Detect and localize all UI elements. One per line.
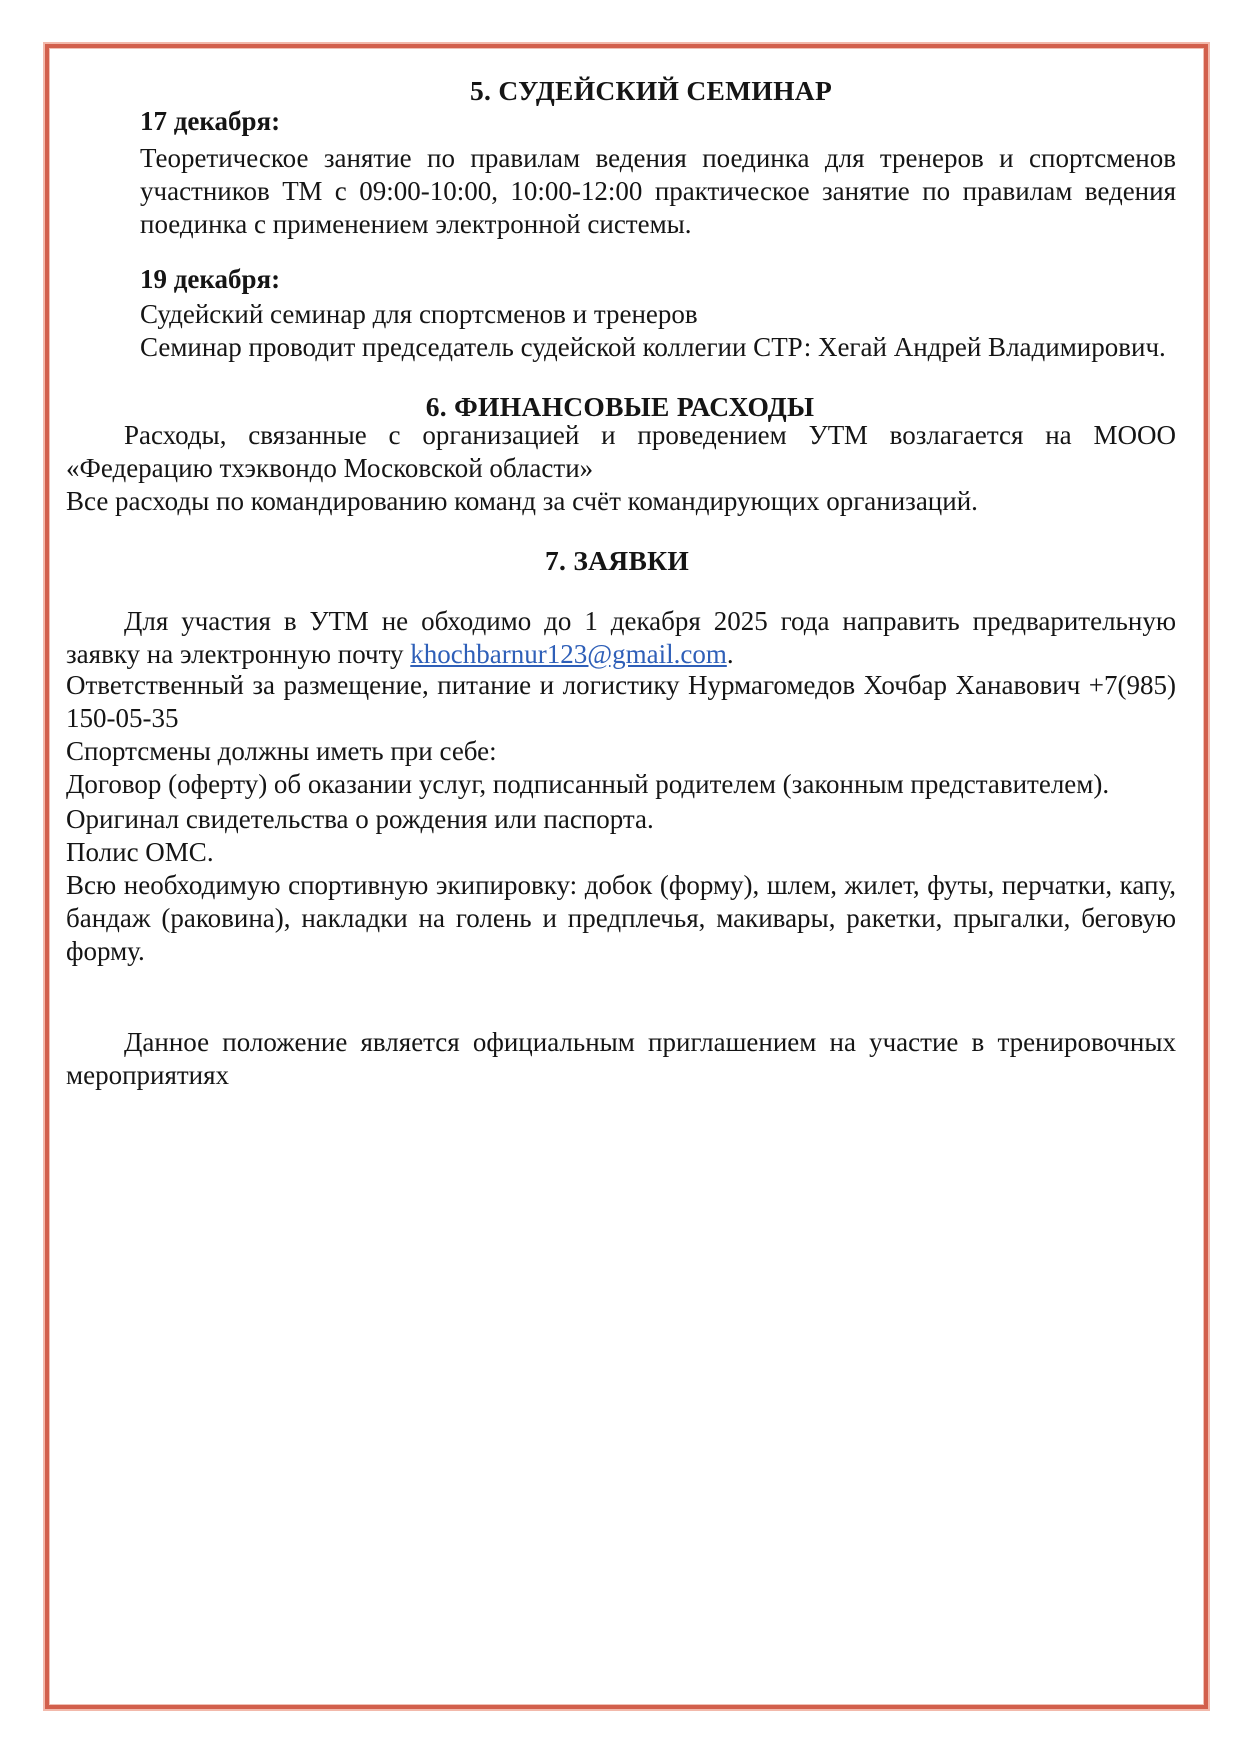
equipment-text: Всю необходимую спортивную экипировку: добок (форму), шлем, жилет, футы, перчатки, капу, бандаж (раковина), накладки на голень и предплечья, макивары, ракетки, прыгалки, беговую форму. <box>66 870 1176 966</box>
date-17-december: 17 декабря: <box>140 106 281 136</box>
closing-text: Данное положение является официальным приглашением на участие в тренировочных мероприятиях <box>66 1027 1176 1090</box>
document-body <box>66 74 1176 1092</box>
oms-policy-text: Полис ОМС. <box>66 837 214 867</box>
birth-certificate-text: Оригинал свидетельства о рождения или паспорта. <box>66 804 654 834</box>
application-text <box>66 605 1176 671</box>
judges-seminar-text: Судейский семинар для спортсменов и тренеров <box>140 299 698 329</box>
expenses-text: Расходы, связанные с организацией и проведением УТМ возлагается на МООО «Федерацию тхэквондо Московской области» <box>66 420 1176 483</box>
section-5-block <box>66 105 1176 364</box>
travel-expenses-text: Все расходы по командированию команд за счёт командирующих организаций. <box>66 486 978 516</box>
section-7-title: 7. ЗАЯВКИ <box>544 545 690 576</box>
email-link[interactable]: khochbarnur123@gmail.com <box>410 639 727 669</box>
seminar-theory-text: Теоретическое занятие по правилам ведения поединка для тренеров и спортсменов участников ТМ с 09:00-10:00, 10:00-12:00 практическое занятие по правилам ведения поединка с применением электронной системы. <box>140 143 1176 239</box>
contract-text: Договор (оферту) об оказании услуг, подписанный родителем (законным представителем). <box>66 769 1110 799</box>
athletes-must-have-text: Спортсмены должны иметь при себе: <box>66 736 497 766</box>
section-5-title: 5. СУДЕЙСКИЙ СЕМИНАР <box>469 75 833 106</box>
application-text-start: Для участия в УТМ не обходимо до 1 декабря 2025 года направить предварительную заявку на электронную почту <box>66 606 1176 669</box>
section-6-title: 6. ФИНАНСОВЫЕ РАСХОДЫ <box>425 391 815 422</box>
date-19-december: 19 декабря: <box>140 264 281 294</box>
seminar-host-text: Семинар проводит председатель судейской коллегии СТР: Хегай Андрей Владимирович. <box>140 332 1166 362</box>
responsible-person-text: Ответственный за размещение, питание и логистику Нурмагомедов Хочбар Ханавович +7(985) 150-05-35 <box>66 670 1176 733</box>
application-text-end: . <box>726 639 734 669</box>
